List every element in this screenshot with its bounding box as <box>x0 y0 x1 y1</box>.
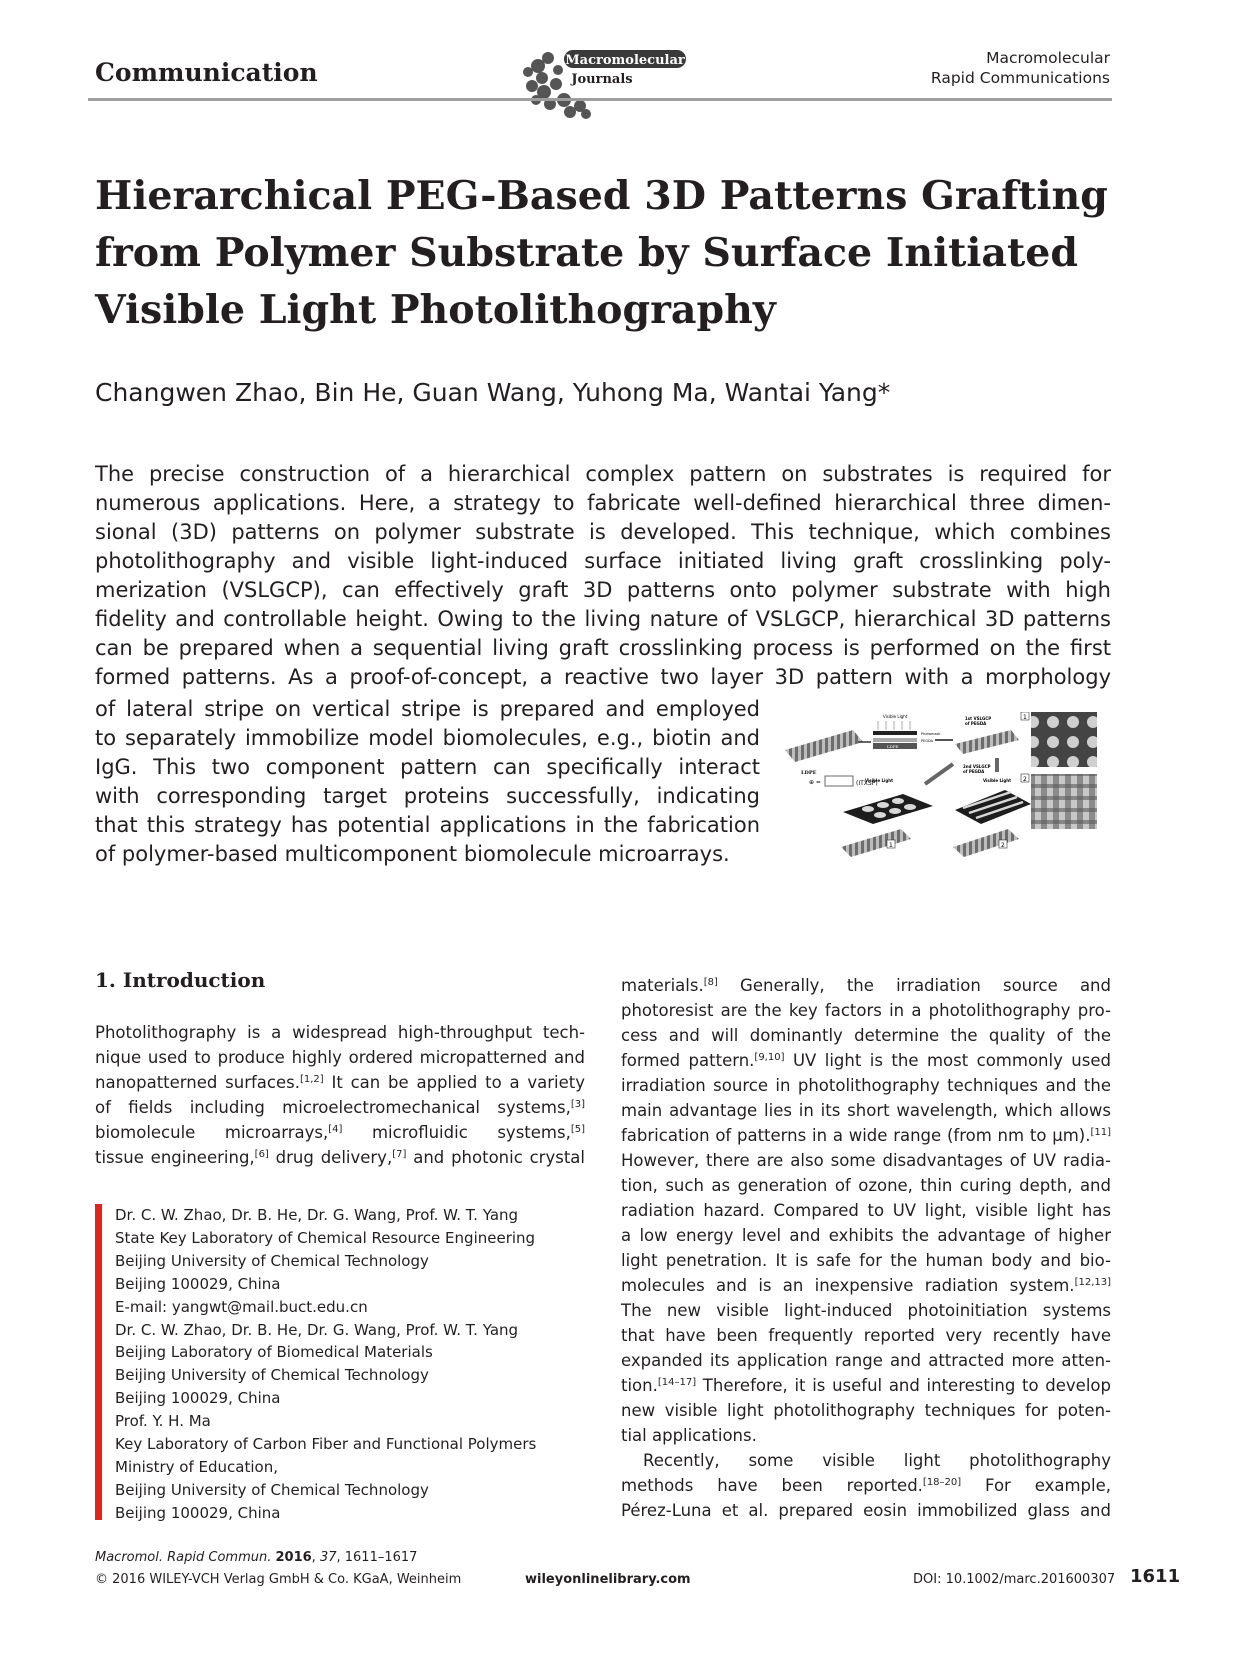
panel-label-1: 1 <box>1023 714 1027 721</box>
citation-line: Macromol. Rapid Commun. 2016, 37, 1611–1617 <box>95 1550 418 1565</box>
arrow-icon <box>925 764 953 784</box>
panel-label-2: 2 <box>1001 842 1005 849</box>
citation-year: 2016 <box>275 1550 312 1565</box>
photomask-holes <box>843 794 933 824</box>
affiliation-line: Beijing University of Chemical Technology <box>115 1480 429 1499</box>
pegda-label: PEGDA <box>921 739 934 743</box>
body-line: Recently, some visible light photolithography <box>643 1451 1111 1470</box>
website-link[interactable]: wileyonlinelibrary.com <box>525 1572 691 1587</box>
abstract-line: that this strategy has potential applications in the fabrication <box>95 813 760 837</box>
logo-text-bottom: Journals <box>571 72 633 87</box>
visible-light-label: Visible Light <box>883 714 908 719</box>
page-number: 1611 <box>1130 1566 1181 1587</box>
visible-light-label-left: Visible Light <box>865 778 894 783</box>
section-label: Communication <box>95 58 318 87</box>
pegda-layer <box>873 738 917 742</box>
abstract-line: formed patterns. As a proof-of-concept, a reactive two layer 3D pattern with a morphology <box>95 665 1111 689</box>
body-line: main advantage lies in its short wavelength, which allows <box>621 1101 1111 1120</box>
body-line: cess and will dominantly determine the quality of the <box>621 1026 1111 1045</box>
body-line: materials.[8] Generally, the irradiation source and <box>621 976 1111 995</box>
intro-left-column <box>95 1020 585 1170</box>
abstract-line: photolithography and visible light-induced surface initiated living graft crosslinking poly- <box>95 549 1111 573</box>
substrate-pattern-1 <box>841 829 911 857</box>
panel-label-2: 2 <box>1023 776 1027 783</box>
page-footer <box>95 1550 1181 1600</box>
svg-text:⊕ =: ⊕ = <box>809 779 821 786</box>
affiliation-line: Beijing University of Chemical Technology <box>115 1251 429 1270</box>
author-list: Changwen Zhao, Bin He, Guan Wang, Yuhong Ma, Wantai Yang* <box>95 378 891 407</box>
abstract-line: sional (3D) patterns on polymer substrate is developed. This technique, which combines <box>95 520 1111 544</box>
title-line: from Polymer Substrate by Surface Initiated <box>95 230 1078 276</box>
abstract-line: The precise construction of a hierarchical complex pattern on substrates is required for <box>95 462 1111 486</box>
abstract-continued <box>95 695 760 869</box>
body-line: tion.[14–17] Therefore, it is useful and interesting to develop <box>621 1376 1111 1395</box>
second-vslgcp-label: 2nd VSLGCP <box>963 764 991 769</box>
body-line: Pérez-Luna et al. prepared eosin immobilized glass and <box>621 1501 1111 1520</box>
body-line: The new visible light-induced photoinitiation systems <box>621 1301 1111 1320</box>
abstract-line: of polymer-based multicomponent biomolecule microarrays. <box>95 842 730 866</box>
micrograph-grid <box>1031 774 1097 829</box>
journal-name-line2: Rapid Communications <box>930 69 1110 87</box>
body-line: irradiation source in photolithography techniques and the <box>621 1076 1111 1095</box>
abstract-line: of lateral stripe on vertical stripe is prepared and employed <box>95 697 760 721</box>
affiliation-line: Beijing 100029, China <box>115 1274 281 1293</box>
striped-pattern <box>955 730 1019 754</box>
affiliation-line: Prof. Y. H. Ma <box>115 1412 211 1431</box>
body-line: radiation hazard. Compared to UV light, visible light has <box>621 1201 1111 1220</box>
body-line: formed pattern.[9,10] UV light is the most commonly used <box>621 1051 1111 1070</box>
substrate-pattern-2 <box>953 829 1019 857</box>
affiliation-text <box>115 1204 536 1525</box>
body-line: new visible light photolithography techniques for poten- <box>621 1401 1111 1420</box>
page-header <box>95 40 1110 100</box>
body-line: photoresist are the key factors in a photolithography pro- <box>621 1001 1111 1020</box>
toc-graphic <box>783 712 1113 862</box>
ldpe-label-left: LDPE <box>801 770 817 776</box>
affiliation-line: Key Laboratory of Carbon Fiber and Functional Polymers <box>115 1435 537 1454</box>
affiliation-line: Beijing University of Chemical Technology <box>115 1366 429 1385</box>
panel-label-1: 1 <box>889 842 893 849</box>
abstract-line: numerous applications. Here, a strategy to fabricate well-defined hierarchical three dimen- <box>95 491 1111 515</box>
body-line: that have been frequently reported very recently have <box>621 1326 1111 1345</box>
macromolecular-journals-logo <box>520 44 710 120</box>
body-line: methods have been reported.[18–20] For example, <box>621 1476 1111 1495</box>
affiliation-line: Dr. C. W. Zhao, Dr. B. He, Dr. G. Wang, Prof. W. T. Yang <box>115 1320 519 1339</box>
body-line: biomolecule microarrays,[4] microfluidic systems,[5] <box>95 1123 585 1142</box>
ldpe-label: LDPE <box>887 744 899 749</box>
micrograph-dots <box>1031 712 1097 767</box>
header-divider <box>88 98 1112 101</box>
abstract-line: fidelity and controllable height. Owing to the living nature of VSLGCP, hierarchical 3D patterns <box>95 607 1111 631</box>
affiliation-line: Beijing 100029, China <box>115 1389 281 1408</box>
first-vslgcp-label: 1st VSLGCP <box>965 716 992 721</box>
body-line: expanded its application range and attracted more atten- <box>621 1351 1111 1370</box>
title-line: Hierarchical PEG-Based 3D Patterns Grafting <box>95 173 1108 219</box>
photomask-label: Photomask <box>921 732 941 736</box>
abstract-line: IgG. This two component pattern can specifically interact <box>95 755 760 779</box>
abstract-line: can be prepared when a sequential living graft crosslinking process is performed on the first <box>95 636 1111 660</box>
light-rays <box>878 721 910 730</box>
photomask <box>873 731 917 735</box>
logo-text-top: Macromolecular <box>565 53 685 68</box>
affiliation-block <box>95 1204 575 1520</box>
article-title <box>95 168 1125 339</box>
journal-name-line1: Macromolecular <box>986 49 1110 67</box>
visible-light-label-right: Visible Light <box>983 778 1012 783</box>
abstract-line: merization (VSLGCP), can effectively graft 3D patterns onto polymer substrate with high <box>95 578 1111 602</box>
affiliation-line: State Key Laboratory of Chemical Resource Engineering <box>115 1228 536 1247</box>
second-vslgcp-of-label: of PEGDA <box>963 769 985 774</box>
body-line: molecules and is an inexpensive radiation system.[12,13] <box>621 1276 1111 1295</box>
journal-abbrev: Macromol. Rapid Commun. <box>95 1550 272 1565</box>
first-vslgcp-of-label: of PEGDA <box>965 721 987 726</box>
ldpe-substrate <box>785 730 863 762</box>
email-address[interactable]: E-mail: yangwt@mail.buct.edu.cn <box>115 1297 368 1316</box>
citation-volume: 37 <box>319 1550 337 1565</box>
affiliation-line: Ministry of Education, <box>115 1457 278 1476</box>
abstract <box>95 460 1111 692</box>
journal-name <box>931 48 1110 88</box>
body-line: nanopatterned surfaces.[1,2] It can be applied to a variety <box>95 1073 585 1092</box>
affiliation-line: Beijing 100029, China <box>115 1503 281 1522</box>
itxsp-label: (ITXSP) <box>856 780 878 787</box>
citation-pages: 1611–1617 <box>344 1550 418 1565</box>
title-line: Visible Light Photolithography <box>95 287 776 333</box>
intro-right-column <box>621 973 1111 1523</box>
section-heading: 1. Introduction <box>95 968 266 992</box>
body-line: tial applications. <box>621 1426 757 1445</box>
body-line: tion, such as generation of ozone, thin curing depth, and <box>621 1176 1111 1195</box>
body-line: light penetration. It is safe for the human body and bio- <box>621 1251 1111 1270</box>
doi[interactable]: DOI: 10.1002/marc.201600307 <box>913 1572 1116 1587</box>
body-line: fabrication of patterns in a wide range (from nm to μm).[11] <box>621 1126 1111 1145</box>
affiliation-accent-bar <box>95 1204 102 1520</box>
body-line: a low energy level and exhibits the advantage of higher <box>621 1226 1111 1245</box>
body-line: However, there are also some disadvantages of UV radia- <box>621 1151 1111 1170</box>
body-line: of fields including microelectromechanical systems,[3] <box>95 1098 585 1117</box>
molecule-structure-icon <box>825 776 853 786</box>
copyright: © 2016 WILEY-VCH Verlag GmbH & Co. KGaA, Weinheim <box>95 1572 462 1587</box>
affiliation-line: Beijing Laboratory of Biomedical Materials <box>115 1343 433 1362</box>
body-line: tissue engineering,[6] drug delivery,[7] and photonic crystal <box>95 1148 585 1167</box>
body-line: Photolithography is a widespread high-throughput tech- <box>95 1023 585 1042</box>
affiliation-line: Dr. C. W. Zhao, Dr. B. He, Dr. G. Wang, Prof. W. T. Yang <box>115 1206 519 1224</box>
abstract-line: to separately immobilize model biomolecules, e.g., biotin and <box>95 726 760 750</box>
body-line: nique used to produce highly ordered micropatterned and <box>95 1048 585 1067</box>
abstract-line: with corresponding target proteins successfully, indicating <box>95 784 760 808</box>
